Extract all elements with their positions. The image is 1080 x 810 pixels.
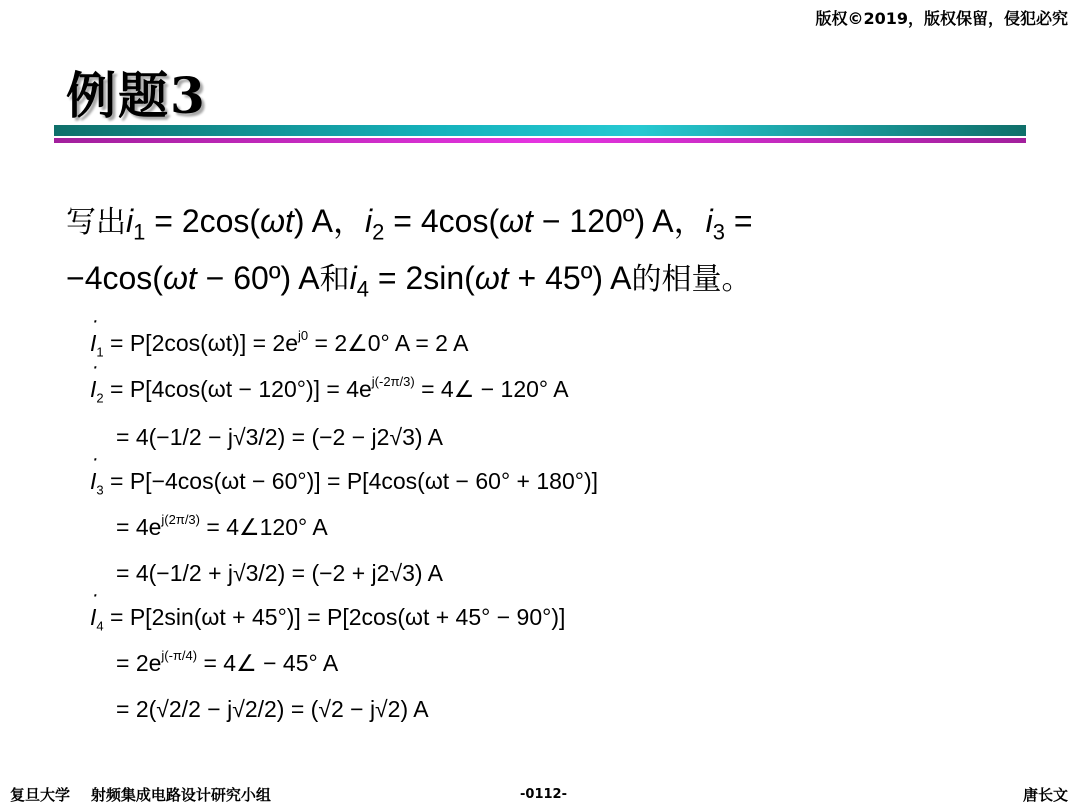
- slide-title: 例题3: [66, 66, 207, 125]
- equation-i1: · $I_1 = P[2\cos(\omega t)] = 2e^{j0}$ = 2∠0° A = 2 A: [90, 330, 468, 360]
- equation-i2: · $I_2 = P[4\cos(\omega t - 120^\circ)] = 4e^{j(-2\pi/3)}$ = 4∠ − 120° A: [90, 376, 569, 406]
- footer-affiliation: 复旦大学 射频集成电路设计研究小组: [10, 786, 271, 804]
- footer-author: 唐长文: [1022, 786, 1068, 804]
- equation-i2-rect: = 4(−1/2 − j√3/2) = (−2 − j2√3) A: [116, 424, 443, 450]
- title-divider: [54, 125, 1026, 144]
- copyright-notice: 版权©2019，版权保留，侵犯必究: [815, 9, 1068, 28]
- divider-magenta-stripe: [54, 138, 1026, 143]
- page-number: -0112-: [520, 787, 567, 802]
- equation-i3-rect: = 4(−1/2 + j√3/2) = (−2 + j2√3) A: [116, 560, 443, 586]
- problem-line-1: 写出$i_1 = 2\cos(\omega t)$ A，$i_2 = 4\cos(\omega t$ − 120º) A，$i_3$ =: [66, 203, 753, 245]
- equation-i3-polar: = $4e^{j(2\pi/3)}$ = 4∠120° A: [116, 512, 328, 540]
- divider-teal-stripe: [54, 125, 1026, 136]
- equation-i4-polar: = $2e^{j(-\pi/4)}$ = 4∠ − 45° A: [116, 648, 339, 676]
- problem-line-2: −4cos(ωt − 60º) A和$i_4 = 2\sin(\omega t$ + 45º) A的相量。: [66, 260, 752, 302]
- equation-i4: · $I_4 = P[2\sin(\omega t + 45^\circ)] = P[2\cos(\omega t + 45^\circ - 90^\circ)]$: [90, 604, 565, 634]
- equation-i4-rect: = 2(√2/2 − j√2/2) = (√2 − j√2) A: [116, 696, 429, 722]
- equation-i3: · $I_3 = P[-4\cos(\omega t - 60^\circ)] = P[4\cos(\omega t - 60^\circ + 180^\circ)]$: [90, 468, 598, 498]
- problem-statement: [66, 198, 1026, 313]
